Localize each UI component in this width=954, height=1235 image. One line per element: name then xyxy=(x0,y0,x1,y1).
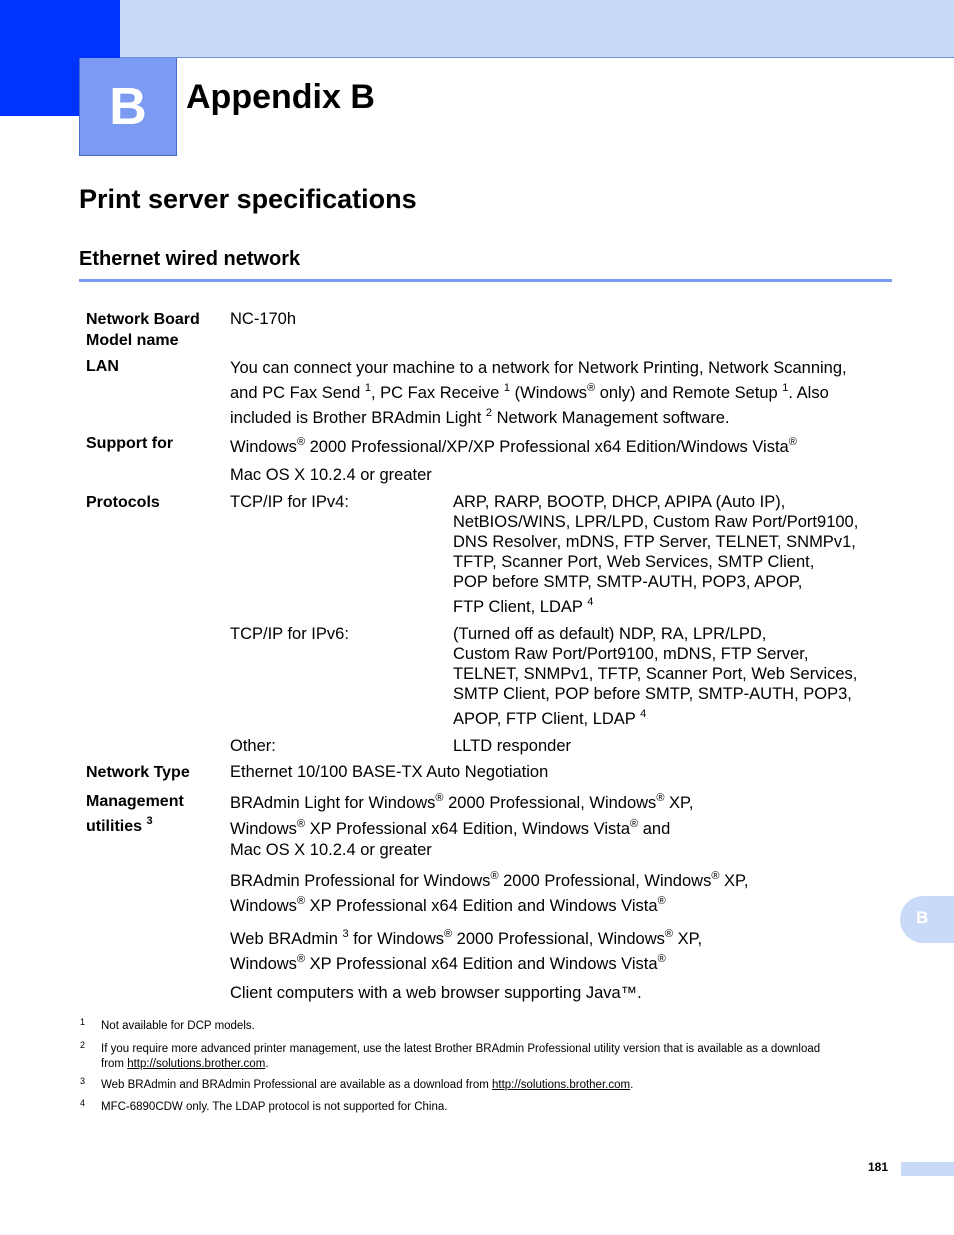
mgmt-3-line-1: Web BRAdmin $^3$ for Windows® 2000 Professional, Windows® XP, xyxy=(230,927,703,948)
ipv4-line-6: FTP Client, LDAP $^4$ xyxy=(453,595,594,616)
footnote-3: Web BRAdmin and BRAdmin Professional are available as a download from http://solutions.brother.com. xyxy=(101,1079,634,1091)
page-number: 181 xyxy=(868,1160,889,1174)
ipv6-protocols xyxy=(453,624,857,729)
support-label: Support for xyxy=(86,435,174,452)
chapter-letter-box xyxy=(79,58,177,156)
mgmt-label-line-2: utilities $^3$ xyxy=(86,814,153,835)
lan-value xyxy=(230,356,847,431)
ipv4-line-3: DNS Resolver, mDNS, FTP Server, TELNET, SNMPv1, xyxy=(453,533,856,551)
lan-line-1: You can connect your machine to a network for Network Printing, Network Scanning, xyxy=(230,359,847,377)
footnote-3-link[interactable]: http://solutions.brother.com xyxy=(492,1079,631,1091)
chapter-title: Appendix B xyxy=(186,78,375,116)
ipv4-protocols xyxy=(453,492,858,617)
footnote-2-link[interactable]: http://solutions.brother.com xyxy=(127,1058,266,1070)
ipv4-label: TCP/IP for IPv4: xyxy=(230,493,349,511)
subsection-rule xyxy=(79,279,892,282)
mgmt-1-line-3: Mac OS X 10.2.4 or greater xyxy=(230,841,432,859)
ipv6-line-1: (Turned off as default) NDP, RA, LPR/LPD, xyxy=(453,625,767,643)
chapter-letter: B xyxy=(109,77,147,136)
mgmt-2-line-2: Windows® XP Professional x64 Edition and Windows Vista® xyxy=(230,894,666,915)
mgmt-4: Client computers with a web browser supporting Java™. xyxy=(230,984,642,1002)
support-line-2: Mac OS X 10.2.4 or greater xyxy=(230,466,432,484)
footnote-1: Not available for DCP models. xyxy=(101,1020,255,1032)
chapter-side-tab[interactable]: B xyxy=(900,896,954,943)
lan-line-2: and PC Fax Send $^1$, PC Fax Receive $^1$ (Windows® only) and Remote Setup $^1$. Also xyxy=(230,381,829,402)
mgmt-label-line-1: Management xyxy=(86,793,184,810)
board-label-line-1: Network Board xyxy=(86,311,200,328)
mgmt-1-line-2: Windows® XP Professional x64 Edition, Windows Vista® and xyxy=(230,817,671,838)
page-number-bar xyxy=(901,1162,954,1176)
lan-label: LAN xyxy=(86,358,119,375)
other-label: Other: xyxy=(230,737,276,755)
footnote-2-line-1: If you require more advanced printer management, use the latest Brother BRAdmin Professional utility version that is available as a download xyxy=(101,1043,821,1055)
footnote-4: MFC-6890CDW only. The LDAP protocol is not supported for China. xyxy=(101,1101,448,1113)
ipv4-line-1: ARP, RARP, BOOTP, DHCP, APIPA (Auto IP), xyxy=(453,493,786,511)
ipv6-label: TCP/IP for IPv6: xyxy=(230,625,349,643)
ipv6-line-2: Custom Raw Port/Port9100, mDNS, FTP Server, xyxy=(453,645,809,663)
subsection-title: Ethernet wired network xyxy=(79,248,301,270)
ipv6-line-5: APOP, FTP Client, LDAP $^4$ xyxy=(453,707,647,728)
board-label-line-2: Model name xyxy=(86,332,179,349)
mgmt-3-line-2: Windows® XP Professional x64 Edition and Windows Vista® xyxy=(230,952,666,973)
footnote-1-number: 1 xyxy=(80,1017,86,1027)
board-label xyxy=(86,309,200,351)
ipv6-line-4: SMTP Client, POP before SMTP, SMTP-AUTH, POP3, xyxy=(453,685,852,703)
section-title: Print server specifications xyxy=(79,184,417,214)
support-line-1: Windows® 2000 Professional/XP/XP Professional x64 Edition/Windows Vista® xyxy=(230,435,797,456)
footnote-2-line-2: from http://solutions.brother.com. xyxy=(101,1058,269,1070)
footnote-2 xyxy=(101,1042,901,1072)
footnote-2-number: 2 xyxy=(80,1040,86,1050)
nettype-label: Network Type xyxy=(86,764,190,781)
lan-line-3: included is Brother BRAdmin Light $^2$ Network Management software. xyxy=(230,406,730,427)
footnote-4-number: 4 xyxy=(80,1098,86,1108)
protocols-label: Protocols xyxy=(86,494,160,511)
ipv4-line-4: TFTP, Scanner Port, Web Services, SMTP Client, xyxy=(453,553,815,571)
ipv4-line-5: POP before SMTP, SMTP-AUTH, POP3, APOP, xyxy=(453,573,803,591)
nettype-value: Ethernet 10/100 BASE-TX Auto Negotiation xyxy=(230,763,549,781)
ipv6-line-3: TELNET, SNMPv1, TFTP, Scanner Port, Web Services, xyxy=(453,665,858,683)
mgmt-label xyxy=(86,789,184,839)
footnote-3-number: 3 xyxy=(80,1076,86,1086)
ipv4-line-2: NetBIOS/WINS, LPR/LPD, Custom Raw Port/Port9100, xyxy=(453,513,859,531)
header-band xyxy=(0,0,954,58)
board-value: NC-170h xyxy=(230,310,297,328)
other-value: LLTD responder xyxy=(453,737,572,755)
mgmt-1-line-1: BRAdmin Light for Windows® 2000 Professional, Windows® XP, xyxy=(230,791,694,812)
mgmt-2-line-1: BRAdmin Professional for Windows® 2000 Professional, Windows® XP, xyxy=(230,869,749,890)
